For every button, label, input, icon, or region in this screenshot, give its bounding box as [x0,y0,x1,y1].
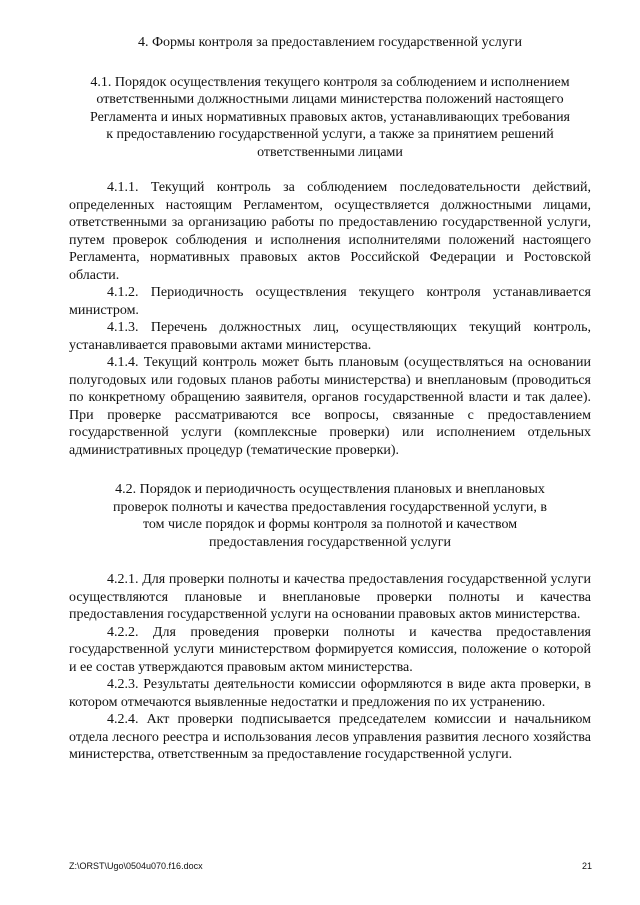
paragraph-4-1-4: 4.1.4. Текущий контроль может быть плановым (осуществляться на основании полугодовых или годовых планов работы министерства) и внеплановым (проводиться по конкретному обращению заявителя, органов государственной власти и так далее). При проверке рассматриваются все вопросы, связанные с предоставлением государственной услуги (комплексные проверки) или исполнением отдельных административных процедур (тематические проверки). [69,355,591,458]
section-heading: 4. Формы контроля за предоставлением государственной услуги [137,35,523,50]
paragraph-4-2-1: 4.2.1. Для проверки полноты и качества предоставления государственной услуги осуществляются плановые и внеплановые проверки полноты и качества предоставления государственной услуги на основании правовых актов министерства. [69,572,591,622]
footer-page-number: 21 [581,861,592,871]
document-body [69,34,591,764]
paragraph-4-1-2: 4.1.2. Периодичность осуществления текущего контроля устанавливается министром. [69,285,591,318]
subsection-heading-4-1: 4.1. Порядок осуществления текущего контроля за соблюдением и исполнением ответственными должностными лицами министерства положений настоящего Регламента и иных нормативных правовых актов, устанавливающих требования к предоставлению государственной услуги, а также за принятием решений ответственными лицами [89,74,570,160]
subsection-heading-4-2: 4.2. Порядок и периодичность осуществления плановых и внеплановых проверок полноты и качества предоставления государственной услуги, в том числе порядок и формы контроля за полнотой и качеством предоставления государственной услуги [112,482,548,550]
paragraph-4-2-3: 4.2.3. Результаты деятельности комиссии оформляются в виде акта проверки, в котором отмечаются выявленные недостатки и предложения по их устранению. [69,677,591,710]
footer-file-path: Z:\ORST\Ugo\0504u070.f16.docx [69,861,203,871]
paragraph-4-2-4: 4.2.4. Акт проверки подписывается председателем комиссии и начальником отдела лесного реестра и использования лесов управления развития лесного хозяйства министерства, ответственным за предоставление государственной услуги. [69,712,591,762]
paragraph-4-1-1: 4.1.1. Текущий контроль за соблюдением последовательности действий, определенных настоящим Регламентом, осуществляется должностными лицами, ответственными за организацию работы по предоставлению государственной услуги, путем проверок соблюдения и исполнения исполнителями положений настоящего Регламента, нормативных правовых актов Российской Федерации и Ростовской области. [69,180,591,283]
paragraph-4-1-3: 4.1.3. Перечень должностных лиц, осуществляющих текущий контроль, устанавливается правовыми актами министерства. [69,320,591,353]
paragraph-4-2-2: 4.2.2. Для проведения проверки полноты и качества предоставления государственной услуги министерством формируется комиссия, положение о которой и ее состав утверждаются правовым актом министерства. [69,624,591,675]
